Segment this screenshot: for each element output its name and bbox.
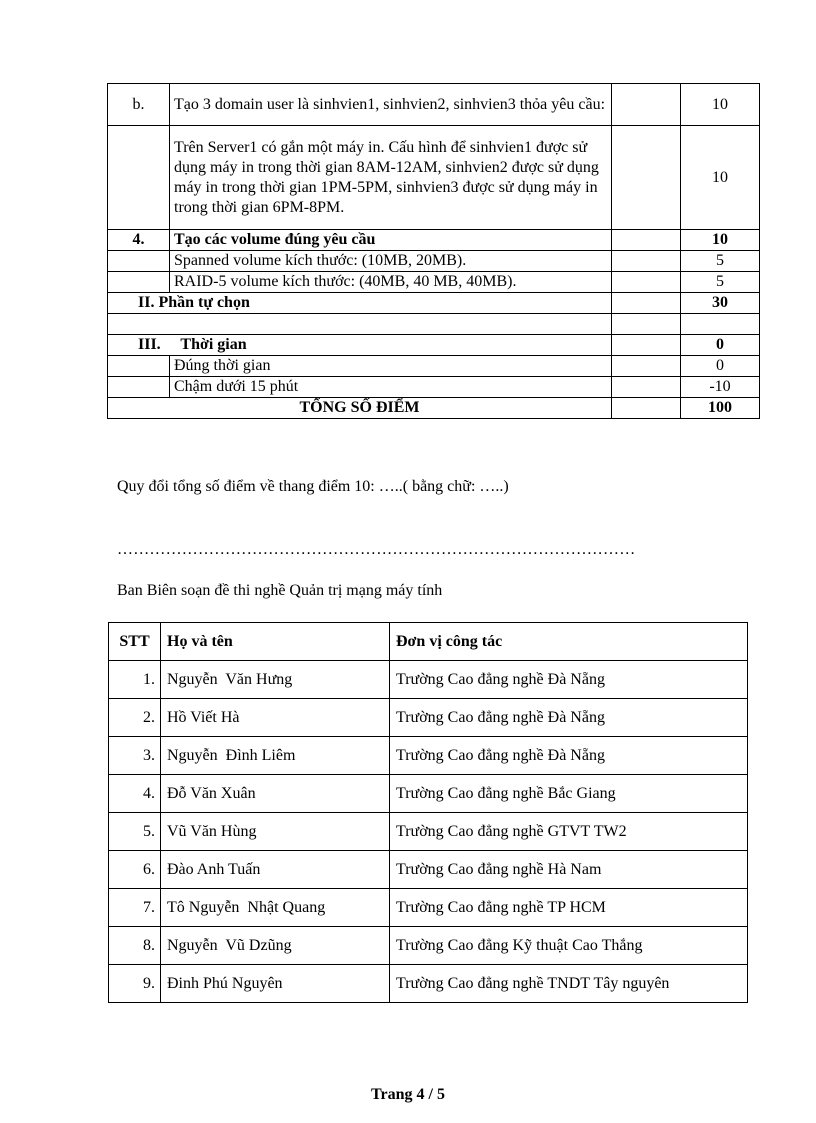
staff-name: Hồ Viết Hà <box>161 699 390 737</box>
section-3-points: 0 <box>681 335 760 356</box>
staff-unit: Trường Cao đẳng nghề Đà Nẵng <box>390 699 748 737</box>
score-row-number <box>108 272 170 293</box>
score-row-points: 10 <box>681 126 760 230</box>
table-row <box>109 965 748 1003</box>
total-label: TỔNG SỐ ĐIỂM <box>108 398 612 419</box>
score-row-points: 0 <box>681 356 760 377</box>
table-row <box>109 889 748 927</box>
staff-name: Đỗ Văn Xuân <box>161 775 390 813</box>
score-row-printer <box>108 126 760 230</box>
empty-cell <box>681 314 760 335</box>
score-row-task: Đúng thời gian <box>170 356 612 377</box>
score-row-on-time <box>108 356 760 377</box>
score-row-late <box>108 377 760 398</box>
score-row-extra <box>612 272 681 293</box>
section-2-points: 30 <box>681 293 760 314</box>
staff-stt: 4. <box>109 775 161 813</box>
conversion-text: Quy đổi tổng số điểm về thang điểm 10: …..( bằng chữ: …..) <box>117 478 509 495</box>
score-row-points: 5 <box>681 272 760 293</box>
score-row-number <box>108 251 170 272</box>
score-row-points: 10 <box>681 84 760 126</box>
score-row-task: Chậm dưới 15 phút <box>170 377 612 398</box>
score-row-task: RAID-5 volume kích thước: (40MB, 40 MB, 40MB). <box>170 272 612 293</box>
score-section-2 <box>108 293 760 314</box>
staff-unit: Trường Cao đẳng nghề TNDT Tây nguyên <box>390 965 748 1003</box>
score-row-number <box>108 126 170 230</box>
board-title: Ban Biên soạn đề thi nghề Quản trị mạng máy tính <box>117 582 443 599</box>
page-label: Trang <box>371 1086 413 1103</box>
score-row-task: Spanned volume kích thước: (10MB, 20MB). <box>170 251 612 272</box>
score-row-points: 10 <box>681 230 760 251</box>
staff-stt: 3. <box>109 737 161 775</box>
table-row <box>109 737 748 775</box>
score-row-extra <box>612 251 681 272</box>
staff-name: Tô Nguyễn Nhật Quang <box>161 889 390 927</box>
page-separator: / <box>428 1086 433 1103</box>
score-row-extra <box>612 377 681 398</box>
staff-unit: Trường Cao đẳng nghề TP HCM <box>390 889 748 927</box>
score-table <box>107 83 760 419</box>
page-number: 4 <box>416 1086 425 1103</box>
section-3-label: III. Thời gian <box>108 335 612 356</box>
staff-stt: 6. <box>109 851 161 889</box>
staff-stt: 5. <box>109 813 161 851</box>
score-row-4 <box>108 230 760 251</box>
empty-cell <box>108 314 612 335</box>
staff-stt: 7. <box>109 889 161 927</box>
dotted-line: …………………………………………………………………………………… <box>117 541 636 558</box>
section-3-extra <box>612 335 681 356</box>
staff-unit: Trường Cao đẳng nghề GTVT TW2 <box>390 813 748 851</box>
staff-name: Đinh Phú Nguyên <box>161 965 390 1003</box>
staff-table <box>108 622 748 1003</box>
score-row-points: 5 <box>681 251 760 272</box>
score-row-extra <box>612 84 681 126</box>
table-row <box>109 851 748 889</box>
staff-name: Nguyễn Văn Hưng <box>161 661 390 699</box>
staff-name: Nguyễn Vũ Dzũng <box>161 927 390 965</box>
staff-stt: 9. <box>109 965 161 1003</box>
score-row-number: 4. <box>108 230 170 251</box>
score-row-points: -10 <box>681 377 760 398</box>
score-section-3 <box>108 335 760 356</box>
score-row-number <box>108 377 170 398</box>
score-row-extra <box>612 356 681 377</box>
empty-cell <box>612 314 681 335</box>
section-2-label: II. Phần tự chọn <box>108 293 612 314</box>
staff-name: Đào Anh Tuấn <box>161 851 390 889</box>
table-row <box>109 661 748 699</box>
staff-stt: 1. <box>109 661 161 699</box>
score-row-spanned <box>108 251 760 272</box>
total-points: 100 <box>681 398 760 419</box>
staff-stt: 2. <box>109 699 161 737</box>
page-footer <box>0 1086 816 1104</box>
table-row <box>109 775 748 813</box>
score-row-task: Trên Server1 có gắn một máy in. Cấu hình để sinhvien1 được sử dụng máy in trong thời gian 8AM-12AM, sinhvien2 được sử dụng máy in trong thời gian 1PM-5PM, sinhvien3 được sử dụng máy in trong thời gian 6PM-8PM. <box>170 126 612 230</box>
score-row-extra <box>612 126 681 230</box>
staff-name: Nguyễn Đình Liêm <box>161 737 390 775</box>
score-row-raid5 <box>108 272 760 293</box>
score-empty-row <box>108 314 760 335</box>
total-extra <box>612 398 681 419</box>
score-row-extra <box>612 230 681 251</box>
staff-unit: Trường Cao đẳng nghề Hà Nam <box>390 851 748 889</box>
staff-unit: Trường Cao đẳng nghề Bắc Giang <box>390 775 748 813</box>
page-total: 5 <box>436 1086 445 1103</box>
header-unit: Đơn vị công tác <box>390 623 748 661</box>
staff-name: Vũ Văn Hùng <box>161 813 390 851</box>
section-2-extra <box>612 293 681 314</box>
staff-unit: Trường Cao đẳng Kỹ thuật Cao Thắng <box>390 927 748 965</box>
score-total-row <box>108 398 760 419</box>
score-row-b <box>108 84 760 126</box>
staff-header-row <box>109 623 748 661</box>
score-row-task: Tạo 3 domain user là sinhvien1, sinhvien2, sinhvien3 thỏa yêu cầu: <box>170 84 612 126</box>
staff-unit: Trường Cao đẳng nghề Đà Nẵng <box>390 661 748 699</box>
table-row <box>109 699 748 737</box>
header-stt: STT <box>109 623 161 661</box>
score-row-number <box>108 356 170 377</box>
table-row <box>109 927 748 965</box>
score-row-task: Tạo các volume đúng yêu cầu <box>170 230 612 251</box>
staff-stt: 8. <box>109 927 161 965</box>
header-name: Họ và tên <box>161 623 390 661</box>
staff-unit: Trường Cao đẳng nghề Đà Nẵng <box>390 737 748 775</box>
score-row-number: b. <box>108 84 170 126</box>
table-row <box>109 813 748 851</box>
